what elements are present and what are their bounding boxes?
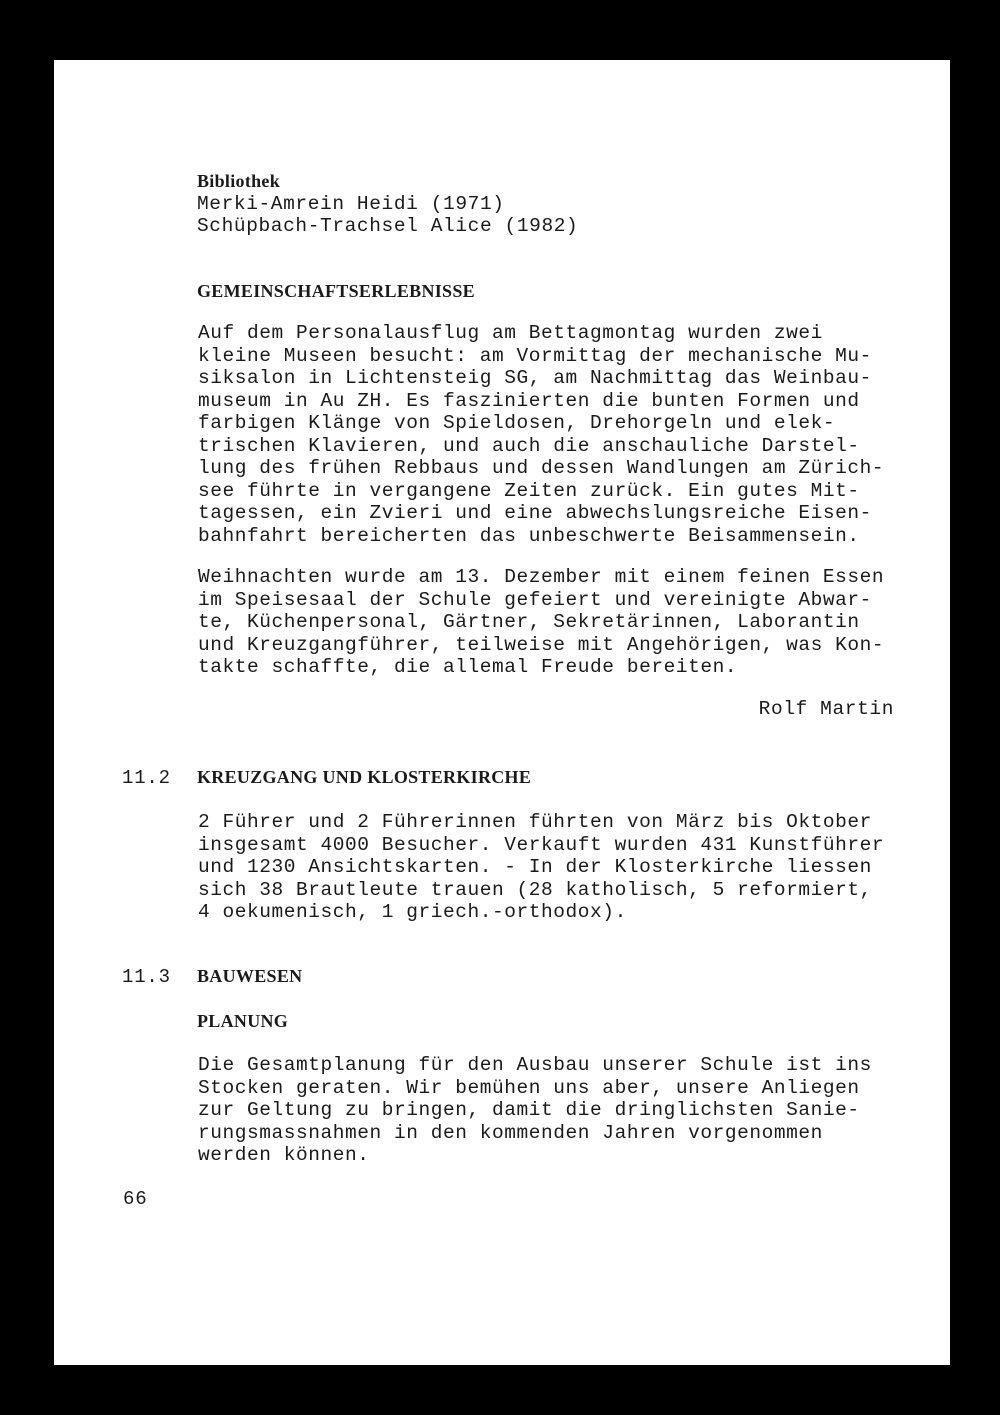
text-line: Weihnachten wurde am 13. Dezember mit einem feinen Essen <box>198 566 885 588</box>
section-11-2-paragraph <box>198 811 898 924</box>
section-11-3-paragraph <box>198 1054 898 1167</box>
library-name-2: Schüpbach-Trachsel Alice (1982) <box>197 215 579 237</box>
community-heading: GEMEINSCHAFTSERLEBNISSE <box>197 281 475 301</box>
text-line: museum in Au ZH. Es faszinierten die bunten Formen und <box>198 389 860 412</box>
text-line: 2 Führer und 2 Führerinnen führten von März bis Oktober <box>198 811 872 833</box>
text-line: und 1230 Ansichtskarten. - In der Klosterkirche liessen <box>198 856 872 878</box>
text-line: zur Geltung zu bringen, damit die dringlichsten Sanie- <box>198 1099 860 1121</box>
text-line: farbigen Klänge von Spieldosen, Drehorgeln und elek- <box>198 412 836 434</box>
text-line: werden können. <box>198 1144 370 1166</box>
text-line: siksalon in Lichtensteig SG, am Nachmittag das Weinbau- <box>198 367 872 389</box>
section-number-11-2: 11.2 <box>122 767 171 789</box>
text-line: tagessen, ein Zvieri und eine abwechslungsreiche Eisen- <box>198 502 872 524</box>
section-heading-11-3: BAUWESEN <box>197 966 303 986</box>
text-line: insgesamt 4000 Besucher. Verkauft wurden 431 Kunstführer <box>198 833 885 856</box>
text-line: takte schaffte, die allemal Freude bereiten. <box>198 656 738 678</box>
text-line: sich 38 Brautleute trauen (28 katholisch, 5 reformiert, <box>198 878 872 901</box>
text-line: und Kreuzgangführer, teilweise mit Angehörigen, was Kon- <box>198 633 885 656</box>
community-paragraph-2 <box>198 566 898 679</box>
section-subheading-planung: PLANUNG <box>197 1011 289 1031</box>
text-line: Die Gesamtplanung für den Ausbau unserer Schule ist ins <box>198 1054 872 1076</box>
library-heading: Bibliothek <box>197 171 281 191</box>
text-line: 4 oekumenisch, 1 griech.-orthodox). <box>198 901 627 923</box>
document-page <box>54 60 950 1365</box>
text-line: lung des frühen Rebbaus und dessen Wandlungen am Zürich- <box>198 457 885 479</box>
library-name-1: Merki-Amrein Heidi (1971) <box>197 193 505 215</box>
page-number: 66 <box>123 1188 148 1210</box>
text-line: kleine Museen besucht: am Vormittag der mechanische Mu- <box>198 344 872 367</box>
text-line: bahnfahrt bereicherten das unbeschwerte Beisammensein. <box>198 524 860 547</box>
section-heading-11-2: KREUZGANG UND KLOSTERKIRCHE <box>197 767 532 787</box>
text-line: Stocken geraten. Wir bemühen uns aber, unsere Anliegen <box>198 1076 860 1099</box>
text-line: te, Küchenpersonal, Gärtner, Sekretärinnen, Laborantin <box>198 611 860 633</box>
text-line: see führte in vergangene Zeiten zurück. Ein gutes Mit- <box>198 479 860 502</box>
text-line: Auf dem Personalausflug am Bettagmontag wurden zwei <box>198 322 823 344</box>
text-line: im Speisesaal der Schule gefeiert und vereinigte Abwar- <box>198 588 872 611</box>
section-number-11-3: 11.3 <box>122 966 171 988</box>
text-line: rungsmassnahmen in den kommenden Jahren vorgenommen <box>198 1121 823 1144</box>
text-line: trischen Klavieren, und auch die anschauliche Darstel- <box>198 434 860 457</box>
signature: Rolf Martin <box>758 698 894 720</box>
community-paragraph-1 <box>198 322 898 547</box>
